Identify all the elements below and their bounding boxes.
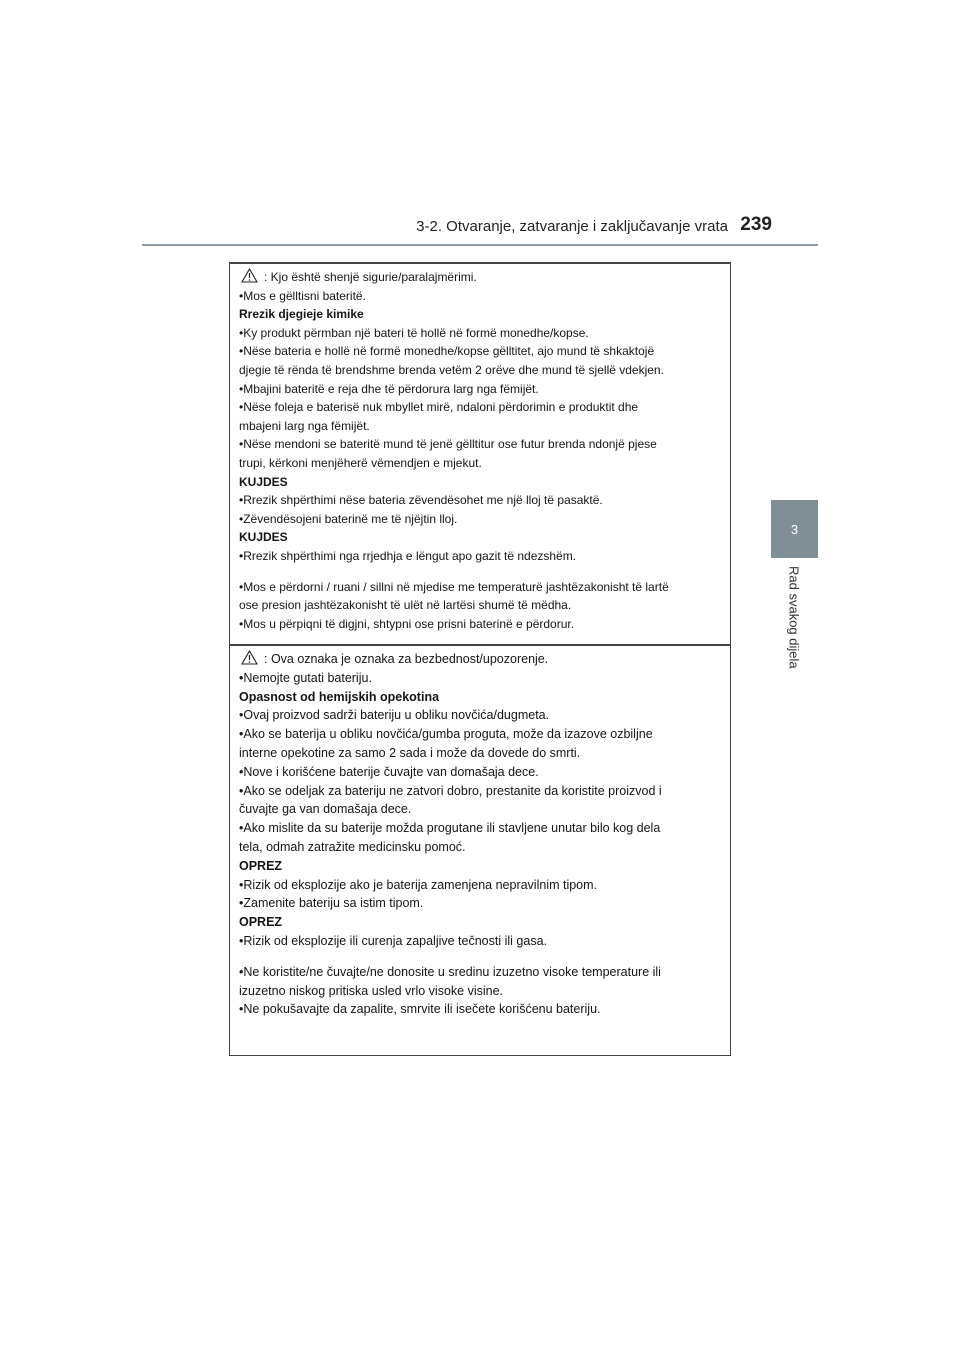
text-line: ose presion jashtëzakonisht të ulët në lartësi shumë të mëdha. (239, 598, 572, 613)
warning-symbol-line (239, 650, 722, 669)
text-line: •Ky produkt përmban një bateri të hollë në formë monedhe/kopse. (239, 325, 589, 340)
text-line: izuzetno niskog pritiska usled vrlo visoke visine. (239, 983, 504, 998)
text-line: djegie të rënda të brendshme brenda vetëm 2 orëve dhe mund të sjellë vdekjen. (239, 362, 664, 377)
section-heading: Opasnost od hemijskih opekotina (239, 689, 440, 704)
chapter-tab (771, 500, 818, 558)
text-line: interne opekotine za samo 2 sada i može da dovede do smrti. (239, 745, 581, 760)
serbian-lines (239, 669, 722, 1019)
text-line: •Zamenite bateriju sa istim tipom. (239, 896, 424, 911)
section-heading: OPREZ (239, 858, 283, 873)
section-heading: KUJDES (239, 530, 288, 545)
text-line: tela, odmah zatražite medicinsku pomoć. (239, 839, 466, 854)
section-heading: Rrezik djegieje kimike (239, 307, 364, 322)
page-number: 239 (740, 214, 772, 235)
battery-warning-albanian (229, 262, 731, 646)
warning-symbol-text: : Ova oznaka je oznaka za bezbednost/upozorenje. (264, 652, 549, 666)
text-line: •Ne pokušavajte da zapalite, smrvite ili isečete korišćenu bateriju. (239, 1002, 601, 1017)
text-line: •Mbajini bateritë e reja dhe të përdorura larg nga fëmijët. (239, 381, 539, 396)
text-line: •Ako se odeljak za bateriju ne zatvori dobro, prestanite da koristite proizvod i (239, 783, 662, 798)
text-line: •Nove i korišćene baterije čuvajte van domašaja dece. (239, 764, 539, 779)
text-line: •Mos e përdorni / ruani / sillni në mjedise me temperaturë jashtëzakonisht të lartë (239, 579, 669, 594)
text-line: mbajeni larg nga fëmijët. (239, 418, 370, 433)
text-line: •Rrezik shpërthimi nëse bateria zëvendësohet me një lloj të pasaktë. (239, 493, 603, 508)
text-line: •Ako mislite da su baterije možda progutane ili stavljene unutar bilo kog dela (239, 821, 661, 836)
chapter-number: 3 (790, 521, 799, 537)
section-heading: KUJDES (239, 474, 288, 489)
albanian-lines (239, 287, 722, 634)
text-line: •Nëse bateria e hollë në formë monedhe/kopse gëlltitet, ajo mund të shkaktojë (239, 344, 655, 359)
text-line: •Ne koristite/ne čuvajte/ne donosite u sredinu izuzetno visoke temperature ili (239, 964, 661, 979)
text-line: •Zëvendësojeni baterinë me të njëjtin lloj. (239, 511, 458, 526)
text-line: čuvajte ga van domašaja dece. (239, 802, 412, 817)
warning-triangle-icon (241, 268, 258, 283)
section-heading: OPREZ (239, 915, 283, 930)
text-line: trupi, kërkoni menjëherë vëmendjen e mjekut. (239, 455, 482, 470)
page-header (142, 212, 818, 246)
text-line: •Nemojte gutati bateriju. (239, 670, 372, 685)
warning-triangle-icon (241, 650, 258, 665)
section-title: 3-2. Otvaranje, zatvaranje i zaključavanje vrata (416, 218, 728, 235)
chapter-label: Rad svakog dijela (786, 566, 802, 669)
battery-warning-serbian (229, 644, 731, 1056)
text-line: •Rizik od eksplozije ili curenja zapaljive tečnosti ili gasa. (239, 933, 547, 948)
warning-symbol-text: : Kjo është shenjë sigurie/paralajmërimi. (264, 270, 477, 284)
text-line: •Nëse mendoni se bateritë mund të jenë gëlltitur ose futur brenda ndonjë pjese (239, 437, 657, 452)
text-line: •Ovaj proizvod sadrži bateriju u obliku novčića/dugmeta. (239, 708, 550, 723)
text-line: •Ako se baterija u obliku novčića/gumba proguta, može da izazove ozbiljne (239, 727, 653, 742)
text-line: •Rizik od eksplozije ako je baterija zamenjena nepravilnim tipom. (239, 877, 598, 892)
text-line: •Nëse foleja e baterisë nuk mbyllet mirë, ndaloni përdorimin e produktit dhe (239, 400, 639, 415)
text-line: •Mos u përpiqni të digjni, shtypni ose prisni baterinë e përdorur. (239, 616, 575, 631)
header-divider (142, 244, 818, 246)
text-line: •Mos e gëlltisni bateritë. (239, 288, 366, 303)
paragraph-gap (239, 951, 722, 963)
text-line: •Rrezik shpërthimi nga rrjedhja e lëngut apo gazit të ndezshëm. (239, 548, 577, 563)
warning-symbol-line (239, 268, 722, 287)
paragraph-gap (239, 566, 722, 578)
